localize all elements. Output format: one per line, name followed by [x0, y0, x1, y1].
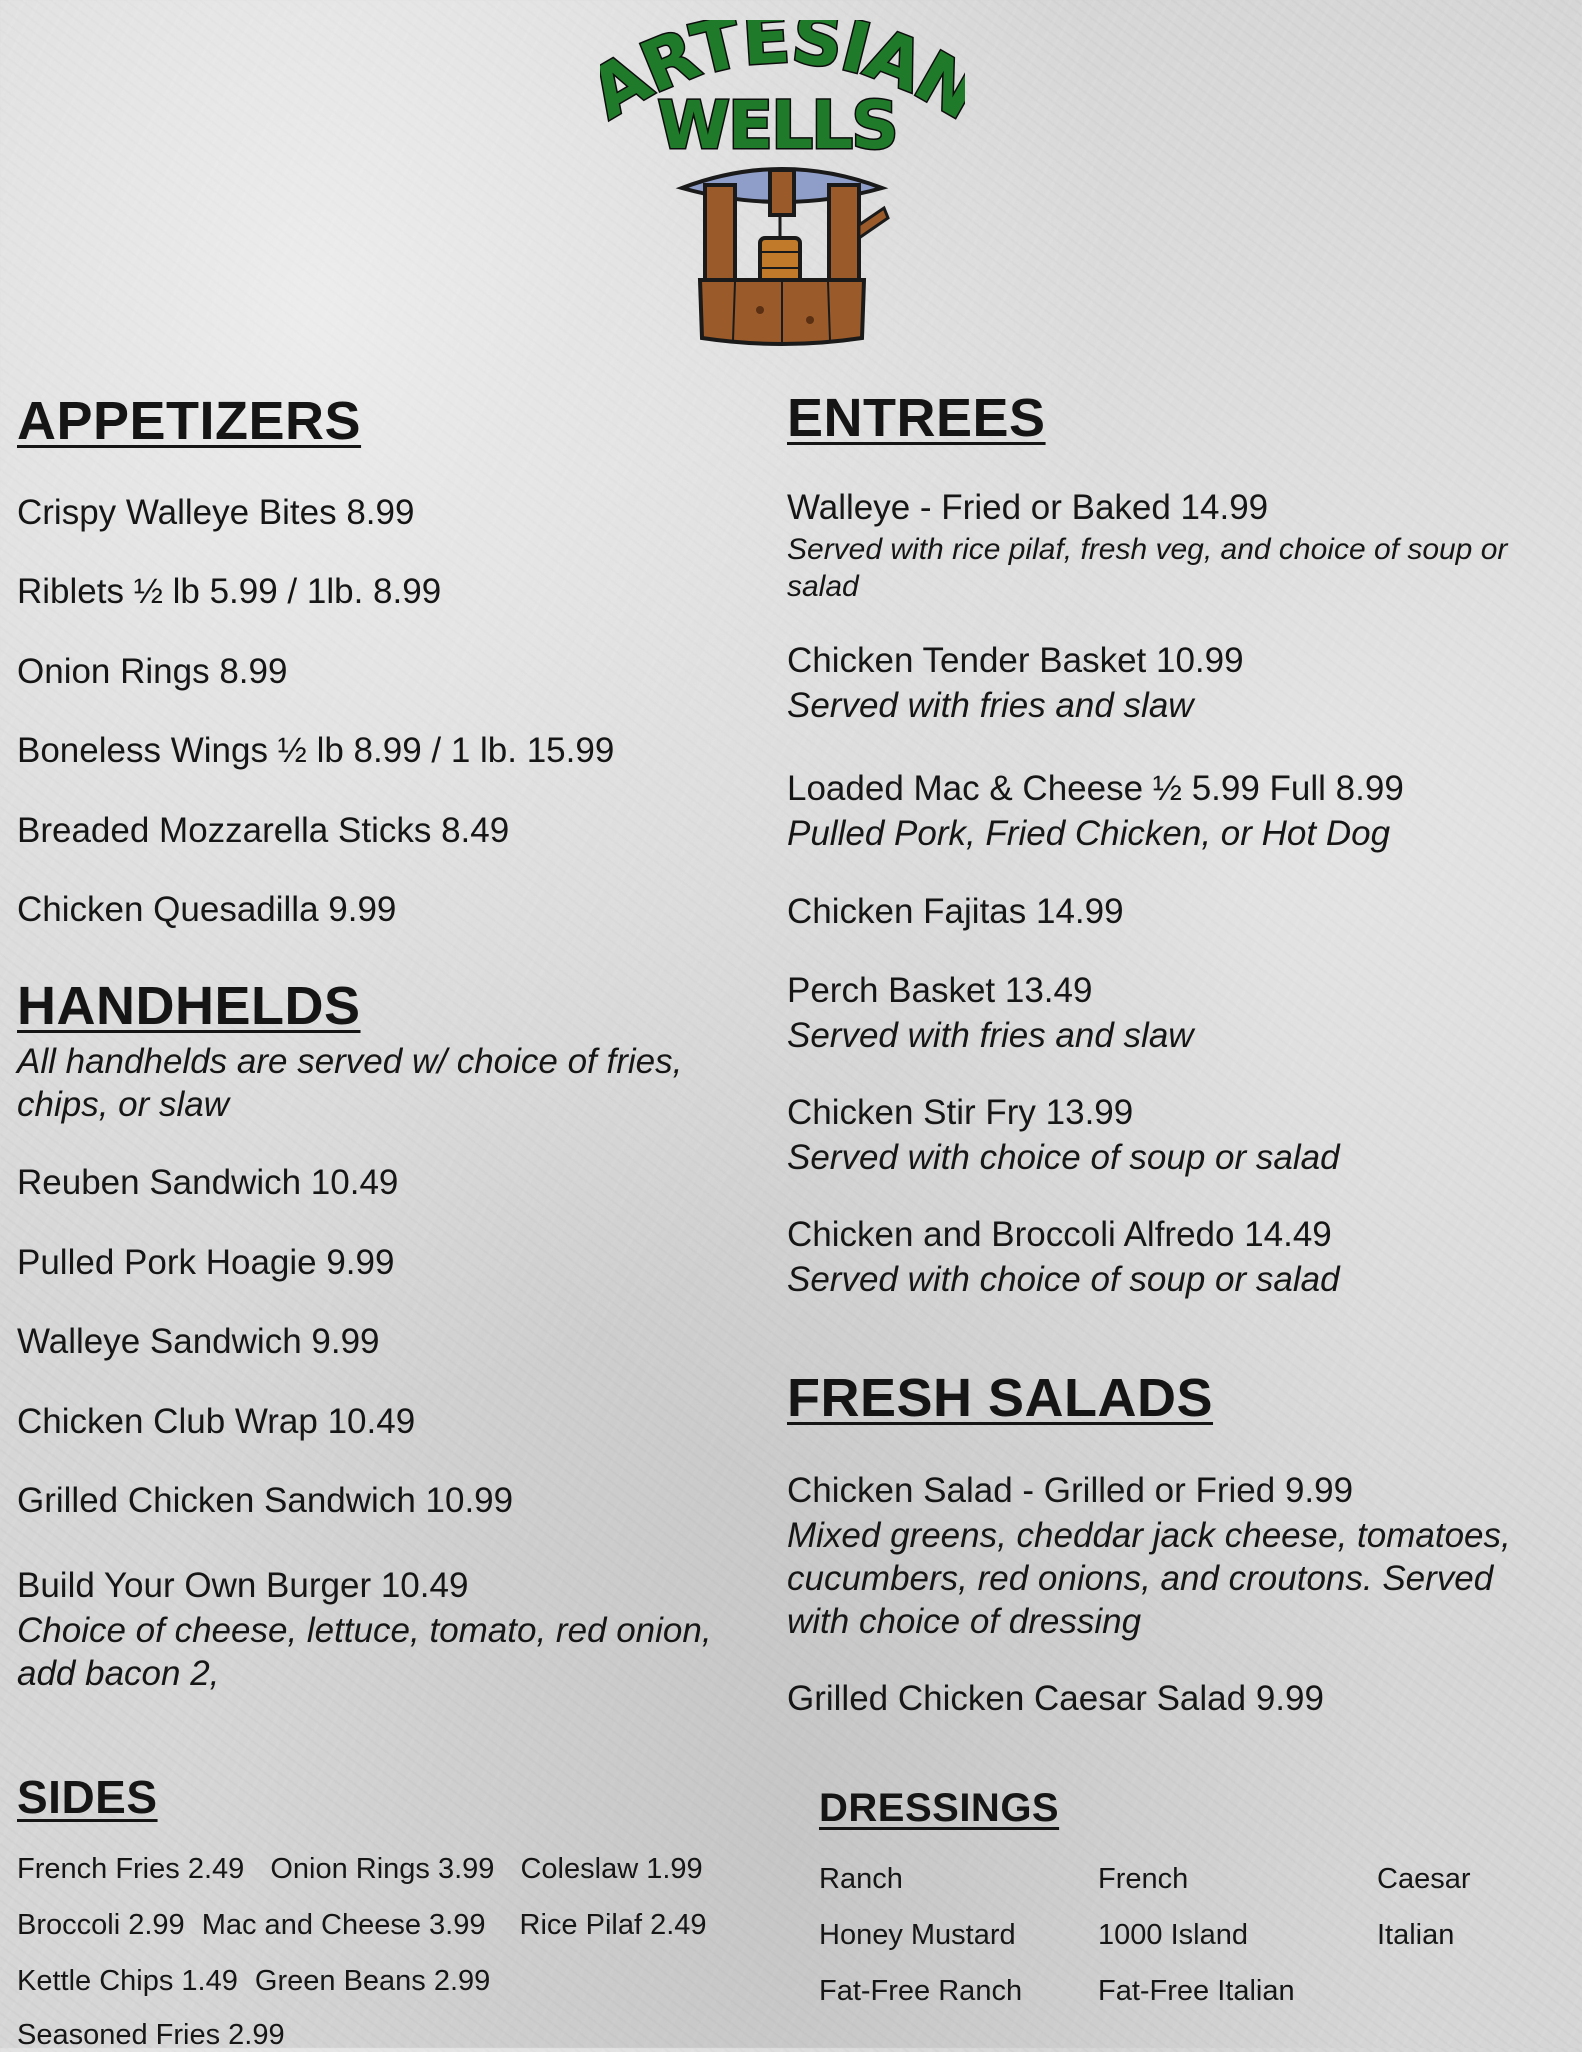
note-line: cucumbers, red onions, and croutons. Served — [787, 1559, 1494, 1598]
sides-row — [17, 2019, 285, 2052]
note-line: chips, or slaw — [17, 1085, 230, 1124]
item-description: Pulled Pork, Fried Chicken, or Hot Dog — [787, 814, 1391, 853]
dressing-item: Ranch — [819, 1863, 903, 1895]
side-item: French Fries 2.49 — [17, 1853, 245, 1885]
dressing-item: French — [1098, 1863, 1189, 1895]
menu-item: Chicken Salad - Grilled or Fried 9.99 — [787, 1471, 1354, 1510]
artesian-wells-logo — [600, 20, 965, 350]
handhelds-heading: HANDHELDS — [17, 976, 361, 1036]
menu-item: Chicken and Broccoli Alfredo 14.49 — [787, 1215, 1332, 1254]
appetizers-heading: APPETIZERS — [17, 391, 362, 451]
sides-row — [17, 1909, 707, 1942]
note-line: with choice of dressing — [787, 1602, 1142, 1641]
logo — [600, 20, 965, 350]
dressing-item: Italian — [1377, 1919, 1455, 1951]
menu-item: Grilled Chicken Caesar Salad 9.99 — [787, 1679, 1324, 1718]
menu-item: Onion Rings 8.99 — [17, 652, 288, 691]
dressing-item: Fat-Free Ranch — [819, 1975, 1023, 2007]
item-description: Served with fries and slaw — [787, 1016, 1194, 1055]
dressing-item: Caesar — [1377, 1863, 1471, 1895]
menu-item: Chicken Fajitas 14.99 — [787, 892, 1124, 931]
logo-line1: RTESIA — [629, 20, 934, 110]
side-item: Onion Rings 3.99 — [270, 1853, 495, 1885]
dressing-item: Honey Mustard — [819, 1919, 1016, 1951]
item-description — [787, 531, 1547, 605]
menu-item: Pulled Pork Hoagie 9.99 — [17, 1243, 395, 1282]
note-line: add bacon 2, — [17, 1654, 220, 1693]
note-line: Mixed greens, cheddar jack cheese, tomatoes, — [787, 1516, 1511, 1555]
sides-row — [17, 1853, 703, 1886]
handhelds-note — [17, 1040, 682, 1126]
note-line: Choice of cheese, lettuce, tomato, red onion, — [17, 1611, 712, 1650]
logo-line2: WELLS — [657, 87, 897, 164]
side-item: Green Beans 2.99 — [254, 1965, 491, 1997]
note-line: salad — [787, 570, 859, 603]
side-item: Broccoli 2.99 — [17, 1909, 185, 1941]
menu-item: Chicken Stir Fry 13.99 — [787, 1093, 1134, 1132]
sides-row — [17, 1965, 490, 1998]
item-description: Served with fries and slaw — [787, 686, 1194, 725]
fresh-salads-heading: FRESH SALADS — [787, 1368, 1214, 1428]
menu-item: Perch Basket 13.49 — [787, 971, 1093, 1010]
side-item: Seasoned Fries 2.99 — [17, 2019, 285, 2051]
side-item: Kettle Chips 1.49 — [17, 1965, 238, 1997]
menu-item: Boneless Wings ½ lb 8.99 / 1 lb. 15.99 — [17, 731, 615, 770]
burger-description — [17, 1609, 712, 1695]
menu-item: Reuben Sandwich 10.49 — [17, 1163, 399, 1202]
menu-item: Walleye Sandwich 9.99 — [17, 1322, 380, 1361]
dressing-item: Fat-Free Italian — [1098, 1975, 1295, 2007]
side-item: Coleslaw 1.99 — [520, 1853, 703, 1885]
menu-item: Chicken Club Wrap 10.49 — [17, 1402, 416, 1441]
menu-item: Walleye - Fried or Baked 14.99 — [787, 488, 1269, 527]
dressing-item: 1000 Island — [1098, 1919, 1248, 1951]
sides-heading: SIDES — [17, 1771, 158, 1823]
menu-item: Chicken Quesadilla 9.99 — [17, 890, 397, 929]
item-description: Served with choice of soup or salad — [787, 1138, 1340, 1177]
side-item: Mac and Cheese 3.99 — [201, 1909, 486, 1941]
item-description: Served with choice of soup or salad — [787, 1260, 1340, 1299]
entrees-heading: ENTREES — [787, 388, 1046, 448]
side-item: Rice Pilaf 2.49 — [519, 1909, 707, 1941]
menu-item: Chicken Tender Basket 10.99 — [787, 641, 1244, 680]
menu-item: Breaded Mozzarella Sticks 8.49 — [17, 811, 510, 850]
item-description — [787, 1514, 1511, 1643]
menu-item: Loaded Mac & Cheese ½ 5.99 Full 8.99 — [787, 769, 1404, 808]
note-line: Served with rice pilaf, fresh veg, and choice of soup or — [787, 533, 1508, 566]
menu-item: Crispy Walleye Bites 8.99 — [17, 493, 415, 532]
note-line: All handhelds are served w/ choice of fries, — [17, 1042, 683, 1081]
menu-item: Build Your Own Burger 10.49 — [17, 1566, 469, 1605]
menu-item: Grilled Chicken Sandwich 10.99 — [17, 1481, 514, 1520]
menu-item: Riblets ½ lb 5.99 / 1lb. 8.99 — [17, 572, 442, 611]
dressings-heading: DRESSINGS — [819, 1786, 1060, 1830]
